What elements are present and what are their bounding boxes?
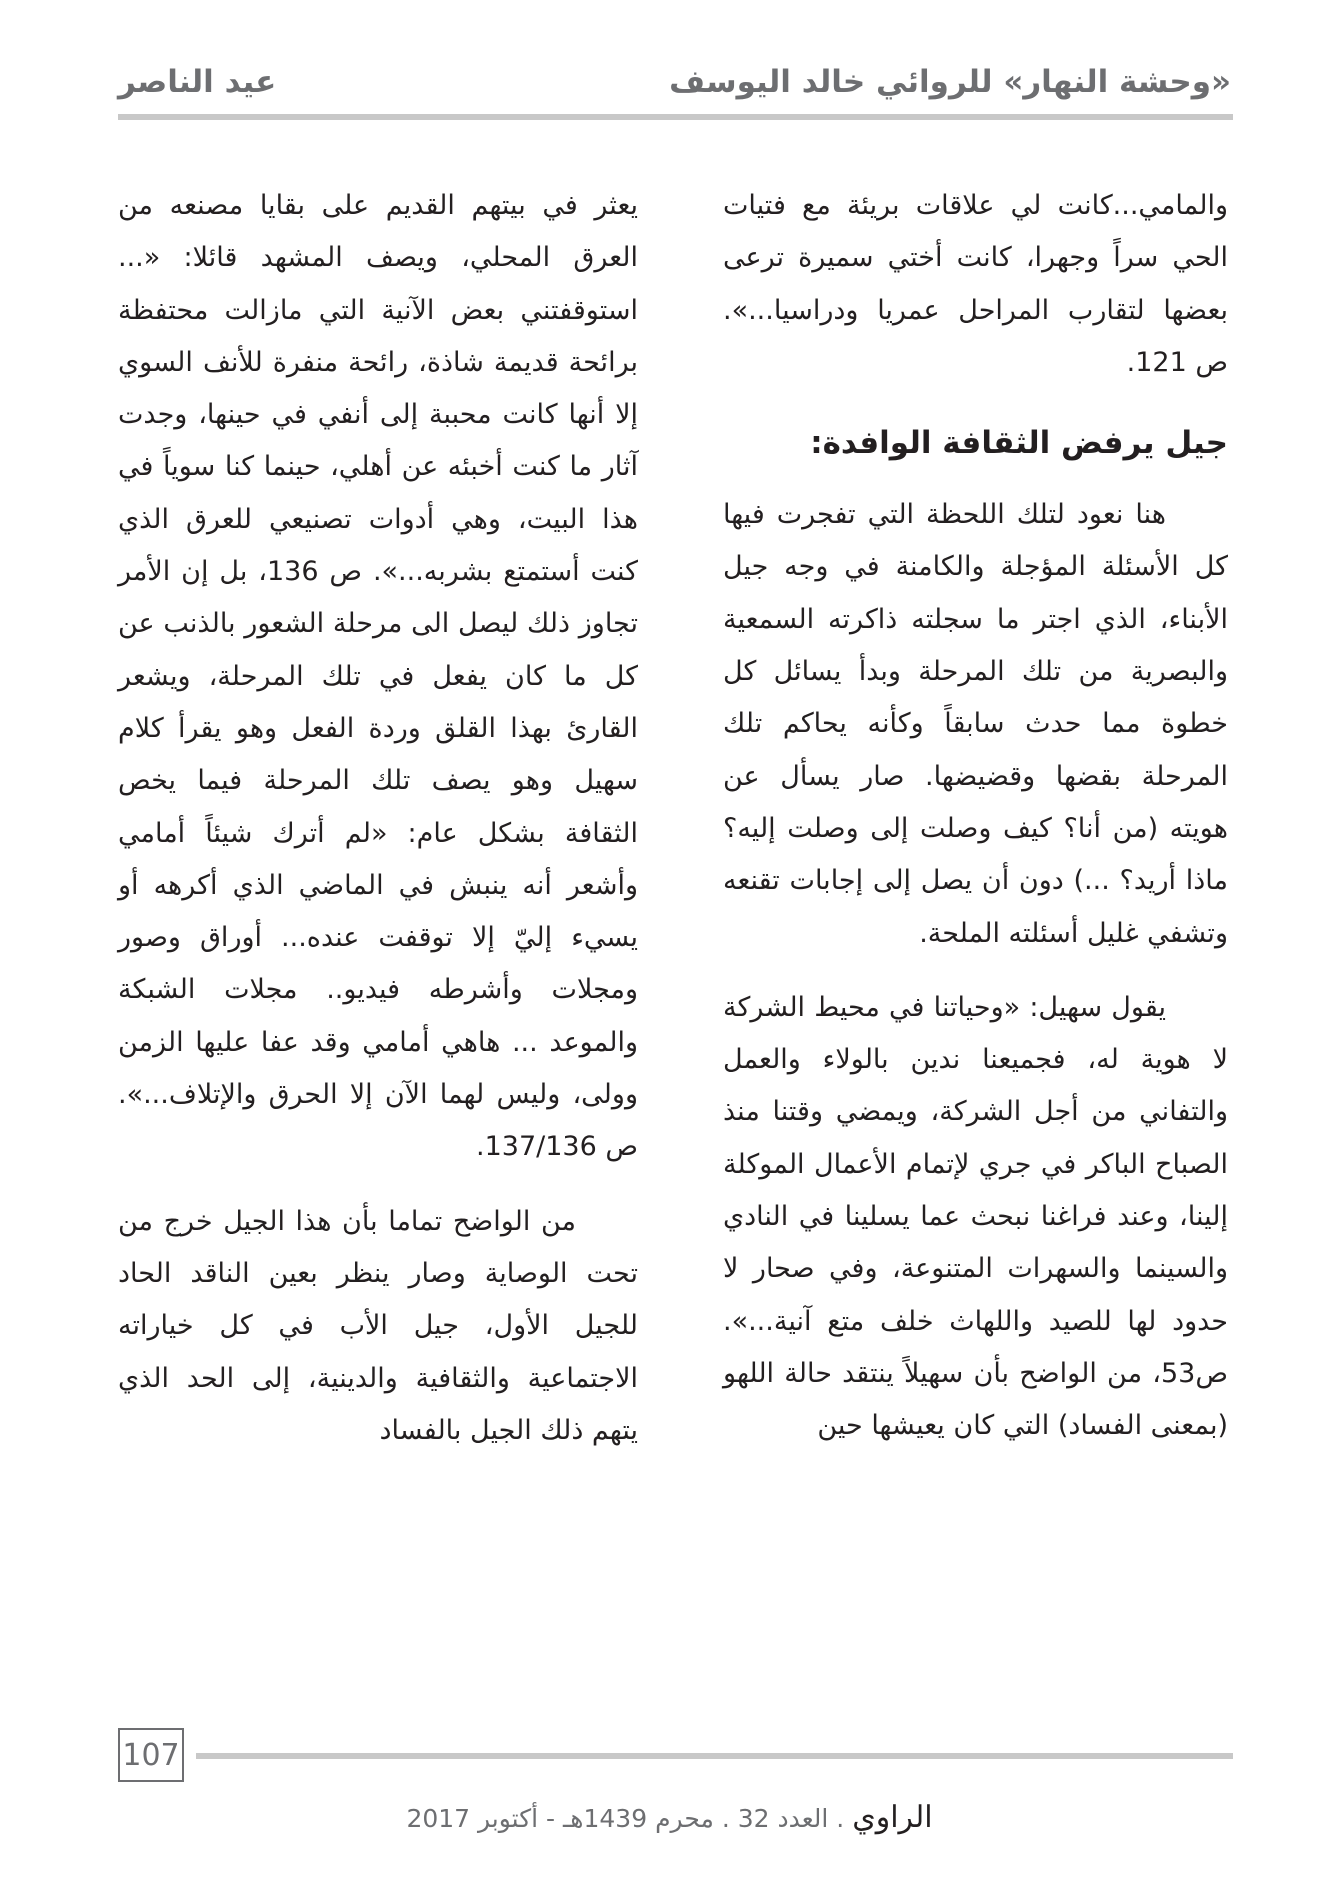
issue-info: . العدد 32 . محرم 1439هـ - أكتوبر 2017 [406,1804,845,1833]
paragraph: يقول سهيل: «وحياتنا في محيط الشركة لا هوية له، فجميعنا ندين بالولاء والعمل والتفاني من أجل الشركة، ويمضي وقتنا منذ الصباح الباكر في جري لإتمام الأعمال الموكلة إلينا، وعند فراغنا نبحث عما يسلينا في النادي والسينما والسهرات المتنوعة، وفي صحار لا حدود لها للصيد واللهاث خلف متع آنية...». ص53، من الواضح بأن سهيلاً ينتقد حالة اللهو (بمعنى الفساد) التي كان يعيشها حين [723,991,1228,1442]
running-title: «وحشة النهار» للروائي خالد اليوسف [669,64,1231,100]
section-heading: جيل يرفض الثقافة الوافدة: [810,425,1228,462]
paragraph: والمامي...كانت لي علاقات بريئة مع فتيات الحي سراً وجهرا، كانت أختي سميرة ترعى بعضها لتقارب المراحل عمريا ودراسيا...». ص 121. [723,190,1228,378]
paragraph: هنا نعود لتلك اللحظة التي تفجرت فيها كل الأسئلة المؤجلة والكامنة في وجه جيل الأبناء، الذي اجتر ما سجلته ذاكرته السمعية والبصرية من تلك المرحلة وبدأ يسائل كل خطوة مما حدث سابقاً وكأنه يحاكم تلك المرحلة بقضها وقضيضها. صار يسأل عن هويته (من أنا؟ كيف وصلت إلى وصلت إليه؟ ماذا أريد؟ ...) دون أن يصل إلى إجابات تقنعه وتشفي غليل أسئلته الملحة. [723,499,1228,949]
left-column [118,180,638,1457]
paragraph: من الواضح تماما بأن هذا الجيل خرج من تحت الوصاية وصار ينظر بعين الناقد الحاد للجيل الأول، جيل الأب في كل خياراته الاجتماعية والثقافية والدينية، إلى الحد الذي يتهم ذلك الجيل بالفساد [118,1205,638,1446]
right-column [723,180,1228,1453]
journal-footer [0,1800,1339,1835]
running-author: عيد الناصر [118,64,277,100]
footer-rule [196,1753,1233,1759]
header-rule [118,114,1233,120]
page-number: 107 [118,1728,184,1782]
paragraph: يعثر في بيتهم القديم على بقايا مصنعه من العرق المحلي، ويصف المشهد قائلا: «... استوقفتني بعض الآنية التي مازالت محتفظة برائحة قديمة شاذة، رائحة منفرة للأنف السوي إلا أنها كانت محببة إلى أنفي في حينها، وجدت آثار ما كنت أخبئه عن أهلي، حينما كنا سوياً في هذا البيت، وهي أدوات تصنيعي للعرق الذي كنت أستمتع بشربه...». ص 136، بل إن الأمر تجاوز ذلك ليصل الى مرحلة الشعور بالذنب عن كل ما كان يفعل في تلك المرحلة، ويشعر القارئ بهذا القلق وردة الفعل وهو يقرأ كلام سهيل وهو يصف تلك المرحلة فيما يخص الثقافة بشكل عام: «لم أترك شيئاً أمامي وأشعر أنه ينبش في الماضي الذي أكرهه أو يسيء إليّ إلا توقفت عنده... أوراق وصور ومجلات وأشرطه فيديو.. مجلات الشبكة والموعد ... هاهي أمامي وقد عفا عليها الزمن وولى، وليس لهما الآن إلا الحرق والإتلاف...». ص 137/136. [118,190,638,1163]
journal-name: الراوي [852,1800,933,1835]
